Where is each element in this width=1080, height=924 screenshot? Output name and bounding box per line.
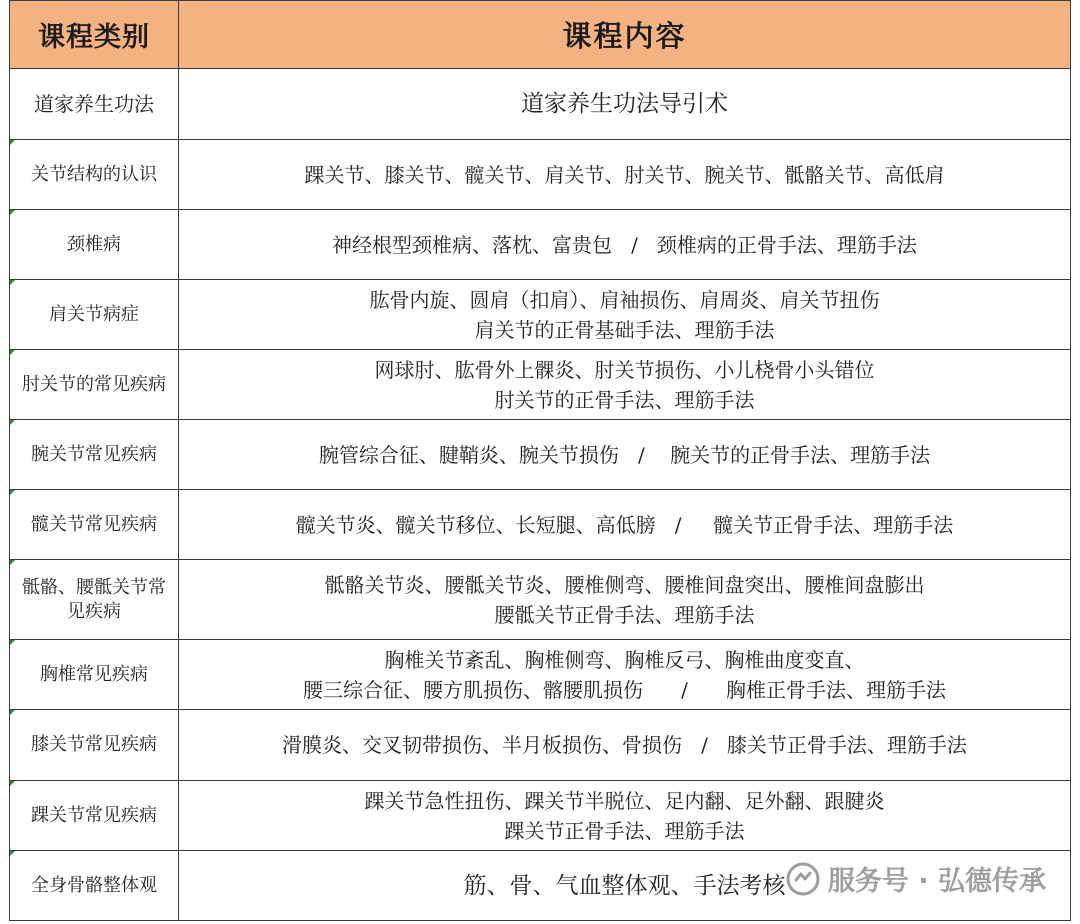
row-category-text: 骶骼、腰骶关节常见疾病 (22, 576, 166, 622)
row-category (10, 140, 179, 210)
table-row (10, 210, 1071, 280)
table-row (10, 781, 1071, 851)
header-category: 课程类别 (10, 1, 179, 69)
row-category (10, 350, 179, 420)
row-category (10, 210, 179, 280)
corner-mark (10, 640, 15, 645)
corner-mark (10, 851, 15, 856)
row-content: 滑膜炎、交叉韧带损伤、半月板损伤、骨损伤 / 膝关节正骨手法、理筋手法 (179, 710, 1071, 781)
row-content: 筋、骨、气血整体观、手法考核 (179, 851, 1071, 921)
corner-mark (10, 210, 15, 215)
table-row (10, 640, 1071, 710)
table-row (10, 710, 1071, 781)
table-row (10, 350, 1071, 420)
corner-mark (10, 350, 15, 355)
row-category-text: 腕关节常见疾病 (31, 443, 157, 465)
table-row (10, 420, 1071, 490)
corner-mark (10, 420, 15, 425)
wechat-service-icon (786, 862, 820, 896)
row-category (10, 420, 179, 490)
corner-mark (10, 140, 15, 145)
row-content: 胸椎关节紊乱、胸椎侧弯、胸椎反弓、胸椎曲度变直、 腰三综合征、腰方肌损伤、髂腰肌损伤 / 胸椎正骨手法、理筋手法 (179, 640, 1071, 710)
row-content: 踝关节、膝关节、髋关节、肩关节、肘关节、腕关节、骶骼关节、高低肩 (179, 140, 1071, 210)
table-row (10, 280, 1071, 350)
row-content: 网球肘、肱骨外上髁炎、肘关节损伤、小儿桡骨小头错位 肘关节的正骨手法、理筋手法 (179, 350, 1071, 420)
row-category-text: 髋关节常见疾病 (31, 513, 157, 535)
row-content: 骶骼关节炎、腰骶关节炎、腰椎侧弯、腰椎间盘突出、腰椎间盘膨出 腰骶关节正骨手法、理筋手法 (179, 560, 1071, 640)
row-content: 肱骨内旋、圆肩（扣肩）、肩袖损伤、肩周炎、肩关节扭伤 肩关节的正骨基础手法、理筋手法 (179, 280, 1071, 350)
row-content: 神经根型颈椎病、落枕、富贵包 / 颈椎病的正骨手法、理筋手法 (179, 210, 1071, 280)
row-category-text: 肩关节病症 (49, 303, 139, 325)
row-category-text: 关节结构的认识 (31, 163, 157, 185)
row-category: 道家养生功法 (10, 69, 179, 140)
course-table (9, 0, 1071, 921)
row-content: 髋关节炎、髋关节移位、长短腿、高低膀 / 髋关节正骨手法、理筋手法 (179, 490, 1071, 560)
row-category (10, 781, 179, 851)
row-category-text: 胸椎常见疾病 (40, 663, 148, 685)
row-category-text: 全身骨骼整体观 (31, 874, 157, 896)
corner-mark (10, 280, 15, 285)
row-content: 道家养生功法导引术 (179, 69, 1071, 140)
corner-mark (10, 560, 15, 565)
row-category-text: 踝关节常见疾病 (31, 804, 157, 826)
table-row (10, 140, 1071, 210)
table-row (10, 490, 1071, 560)
watermark-text: 服务号 · 弘德传承 (827, 866, 1046, 897)
row-category-text: 膝关节常见疾病 (31, 734, 157, 755)
row-category-text: 肘关节的常见疾病 (22, 373, 166, 395)
row-category (10, 560, 179, 640)
table-header-row (10, 1, 1071, 69)
watermark (786, 859, 1046, 898)
row-content: 踝关节急性扭伤、踝关节半脱位、足内翻、足外翻、跟腱炎 踝关节正骨手法、理筋手法 (179, 781, 1071, 851)
header-content: 课程内容 (179, 1, 1071, 69)
row-category (10, 280, 179, 350)
table-row (10, 69, 1071, 140)
corner-mark (10, 490, 15, 495)
row-content: 腕管综合征、腱鞘炎、腕关节损伤 / 腕关节的正骨手法、理筋手法 (179, 420, 1071, 490)
row-category (10, 710, 179, 781)
row-category (10, 640, 179, 710)
row-category-text: 颈椎病 (67, 233, 121, 255)
row-category (10, 490, 179, 560)
table-row (10, 560, 1071, 640)
corner-mark (10, 781, 15, 786)
row-category (10, 851, 179, 921)
corner-mark (10, 710, 15, 715)
